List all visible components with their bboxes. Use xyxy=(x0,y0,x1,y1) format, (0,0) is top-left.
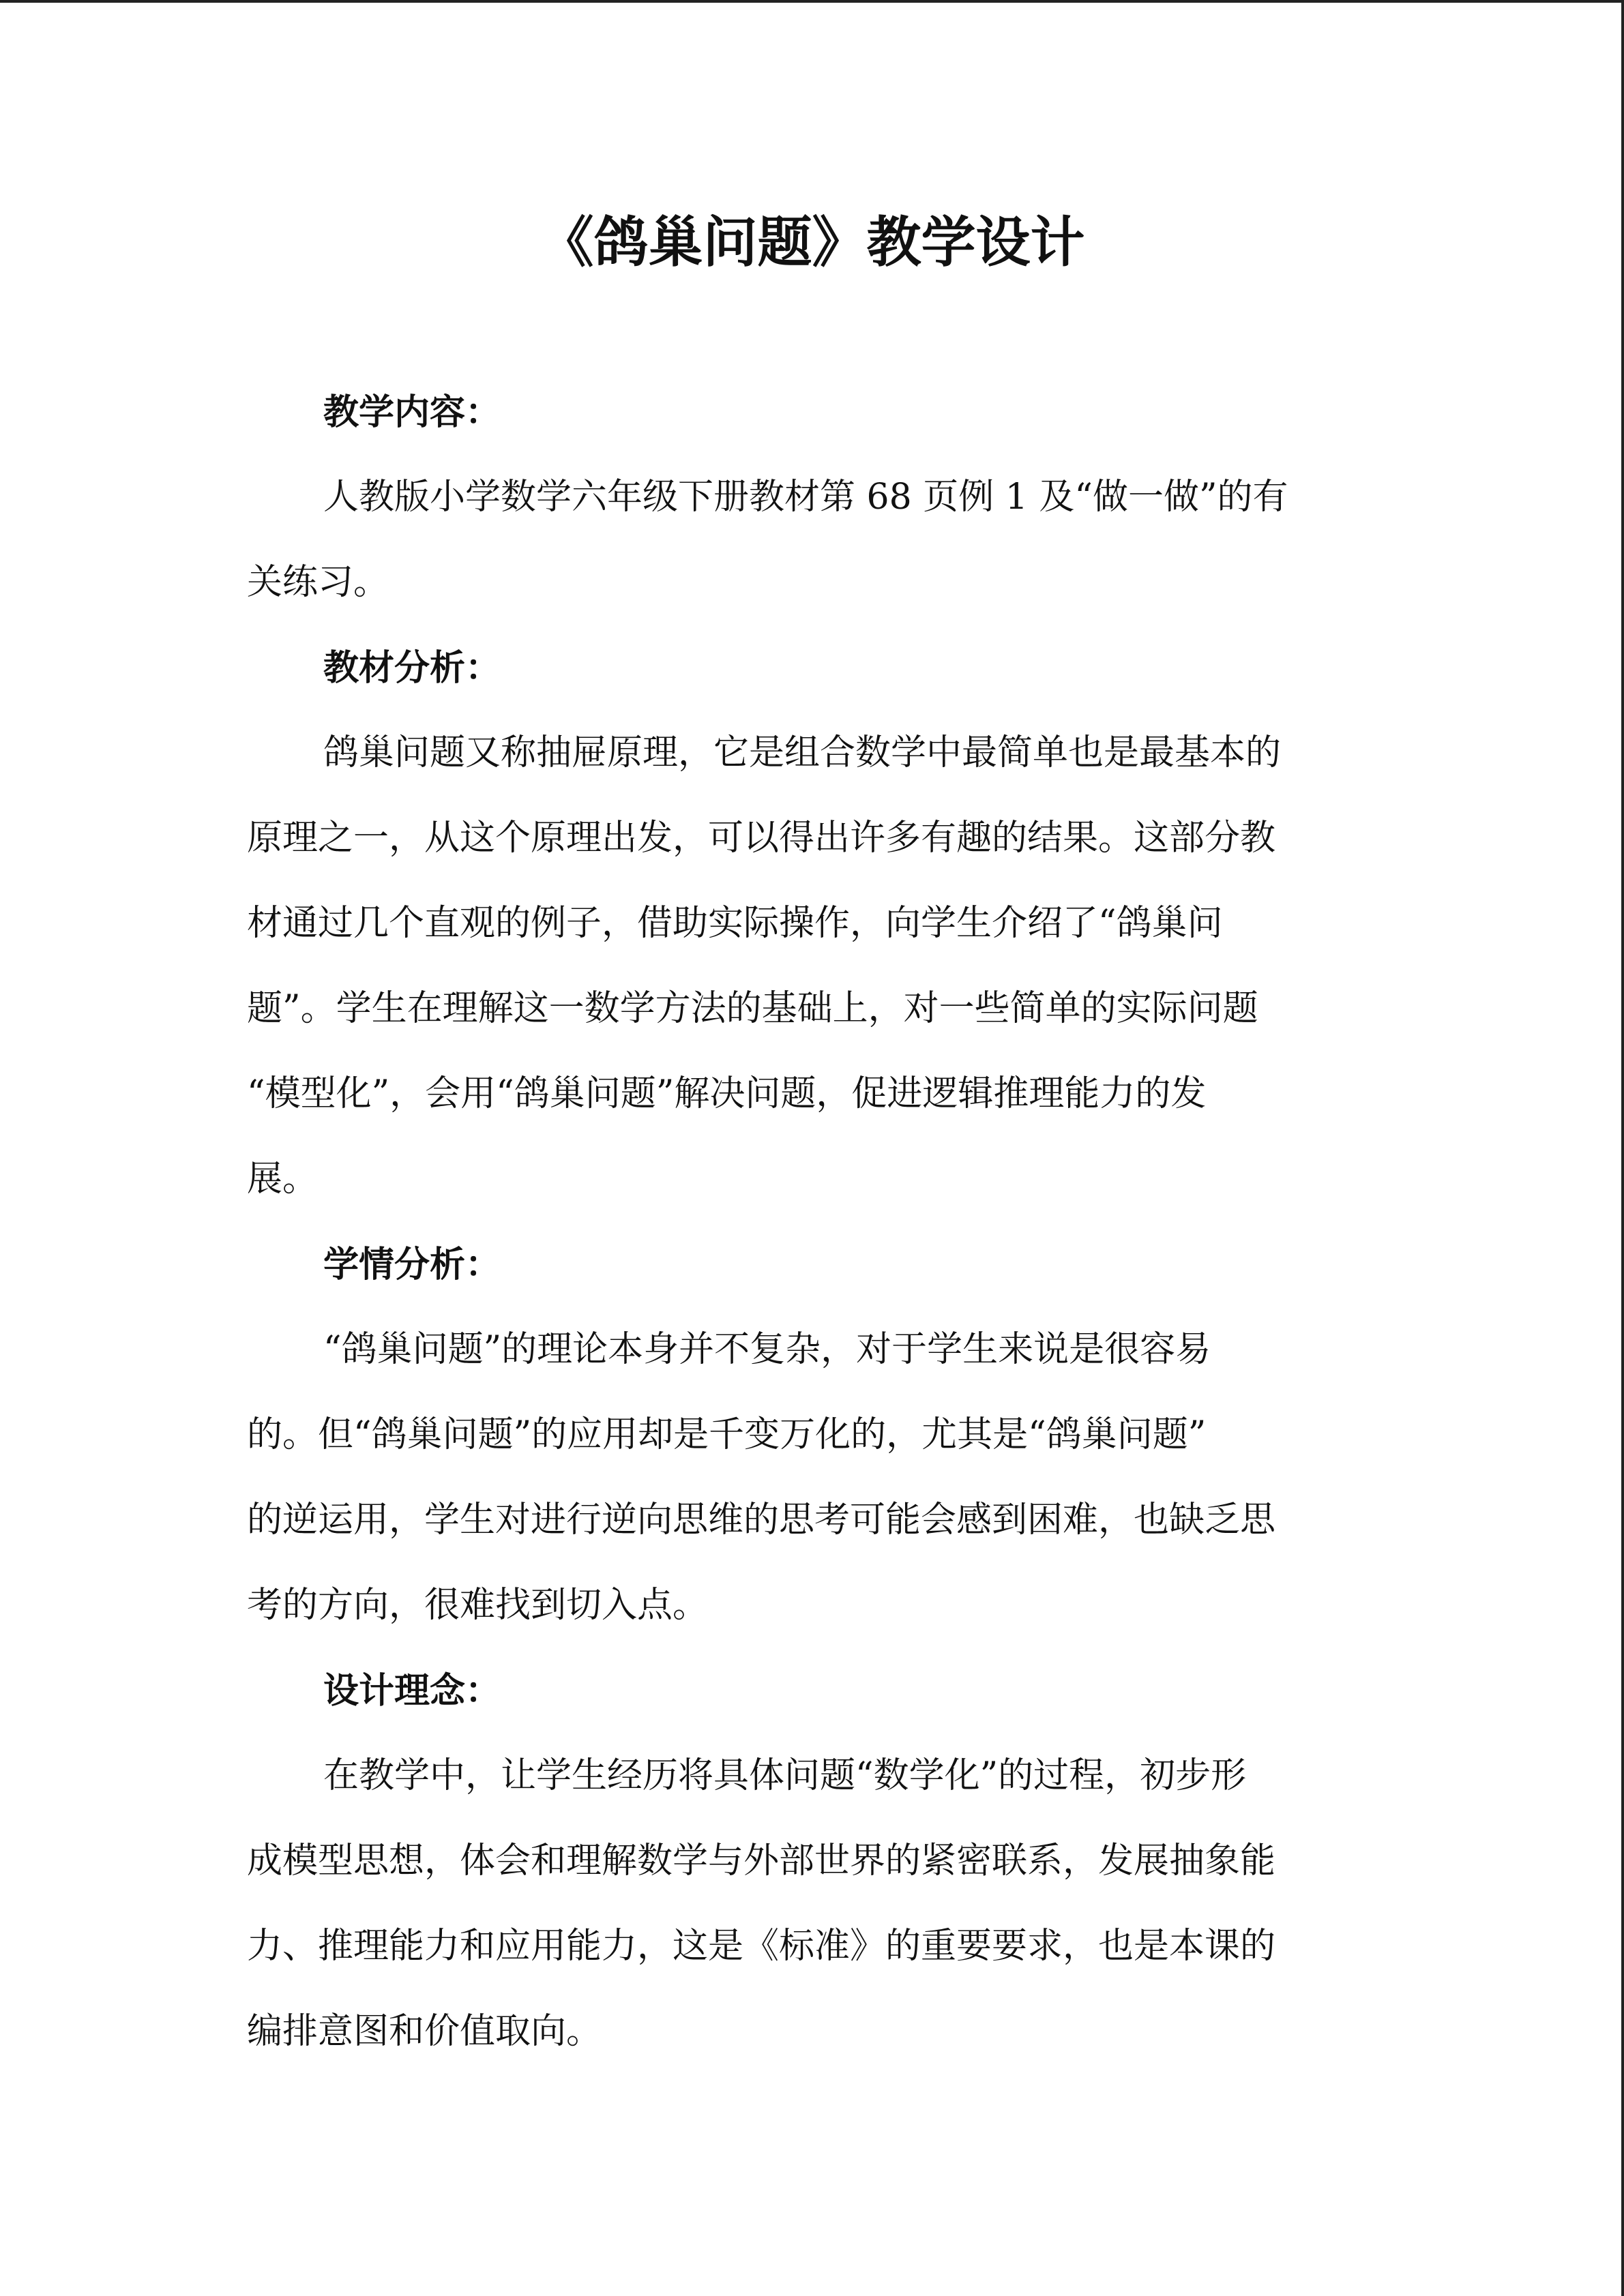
text-line: 展。 xyxy=(247,1159,319,1199)
text-line: 关练习。 xyxy=(247,562,389,603)
paragraph xyxy=(247,1733,1372,2074)
paragraph xyxy=(247,711,1372,1222)
document-title: 《鸽巢问题》教学设计 xyxy=(539,210,1085,274)
section-heading: 教材分析： xyxy=(323,647,501,689)
paragraph xyxy=(247,455,1372,625)
paragraph xyxy=(247,1307,1372,1648)
text-line: 力、推理能力和应用能力，这是《标准》的重要要求，也是本课的 xyxy=(247,1926,1276,1967)
text-line: 在教学中，让学生经历将具体问题“数学化”的过程，初步形 xyxy=(323,1755,1247,1796)
text-line: 材通过几个直观的例子，借助实际操作，向学生介绍了“鸽巢问 xyxy=(247,903,1223,944)
section-heading: 学情分析： xyxy=(323,1244,501,1285)
text-line: “模型化”，会用“鸽巢问题”解决问题，促进逻辑推理能力的发 xyxy=(247,1073,1207,1114)
section-heading: 设计理念： xyxy=(323,1670,501,1712)
text-line: 原理之一，从这个原理出发，可以得出许多有趣的结果。这部分教 xyxy=(247,818,1276,859)
text-line: 题”。学生在理解这一数学方法的基础上，对一些简单的实际问题 xyxy=(247,988,1258,1029)
text-line: 的。但“鸽巢问题”的应用却是千变万化的，尤其是“鸽巢问题” xyxy=(247,1414,1207,1455)
text-line: 鸽巢问题又称抽屉原理，它是组合数学中最简单也是最基本的 xyxy=(323,732,1282,773)
text-line: 的逆运用，学生对进行逆向思维的思考可能会感到困难，也缺乏思 xyxy=(247,1500,1276,1540)
section-teaching-content xyxy=(247,370,1372,625)
text-line: 编排意图和价值取向。 xyxy=(247,2011,602,2052)
text-line: “鸽巢问题”的理论本身并不复杂，对于学生来说是很容易 xyxy=(323,1329,1211,1370)
text-line: 考的方向，很难找到切入点。 xyxy=(247,1585,709,1626)
document-body xyxy=(247,370,1372,2074)
section-learner-analysis xyxy=(247,1222,1372,1648)
section-design-concept xyxy=(247,1648,1372,2074)
section-heading: 教学内容： xyxy=(323,391,501,433)
text-line: 成模型思想，体会和理解数学与外部世界的紧密联系，发展抽象能 xyxy=(247,1840,1276,1881)
text-line: 人教版小学数学六年级下册教材第 68 页例 1 及“做一做”的有 xyxy=(323,477,1288,518)
section-material-analysis xyxy=(247,625,1372,1222)
